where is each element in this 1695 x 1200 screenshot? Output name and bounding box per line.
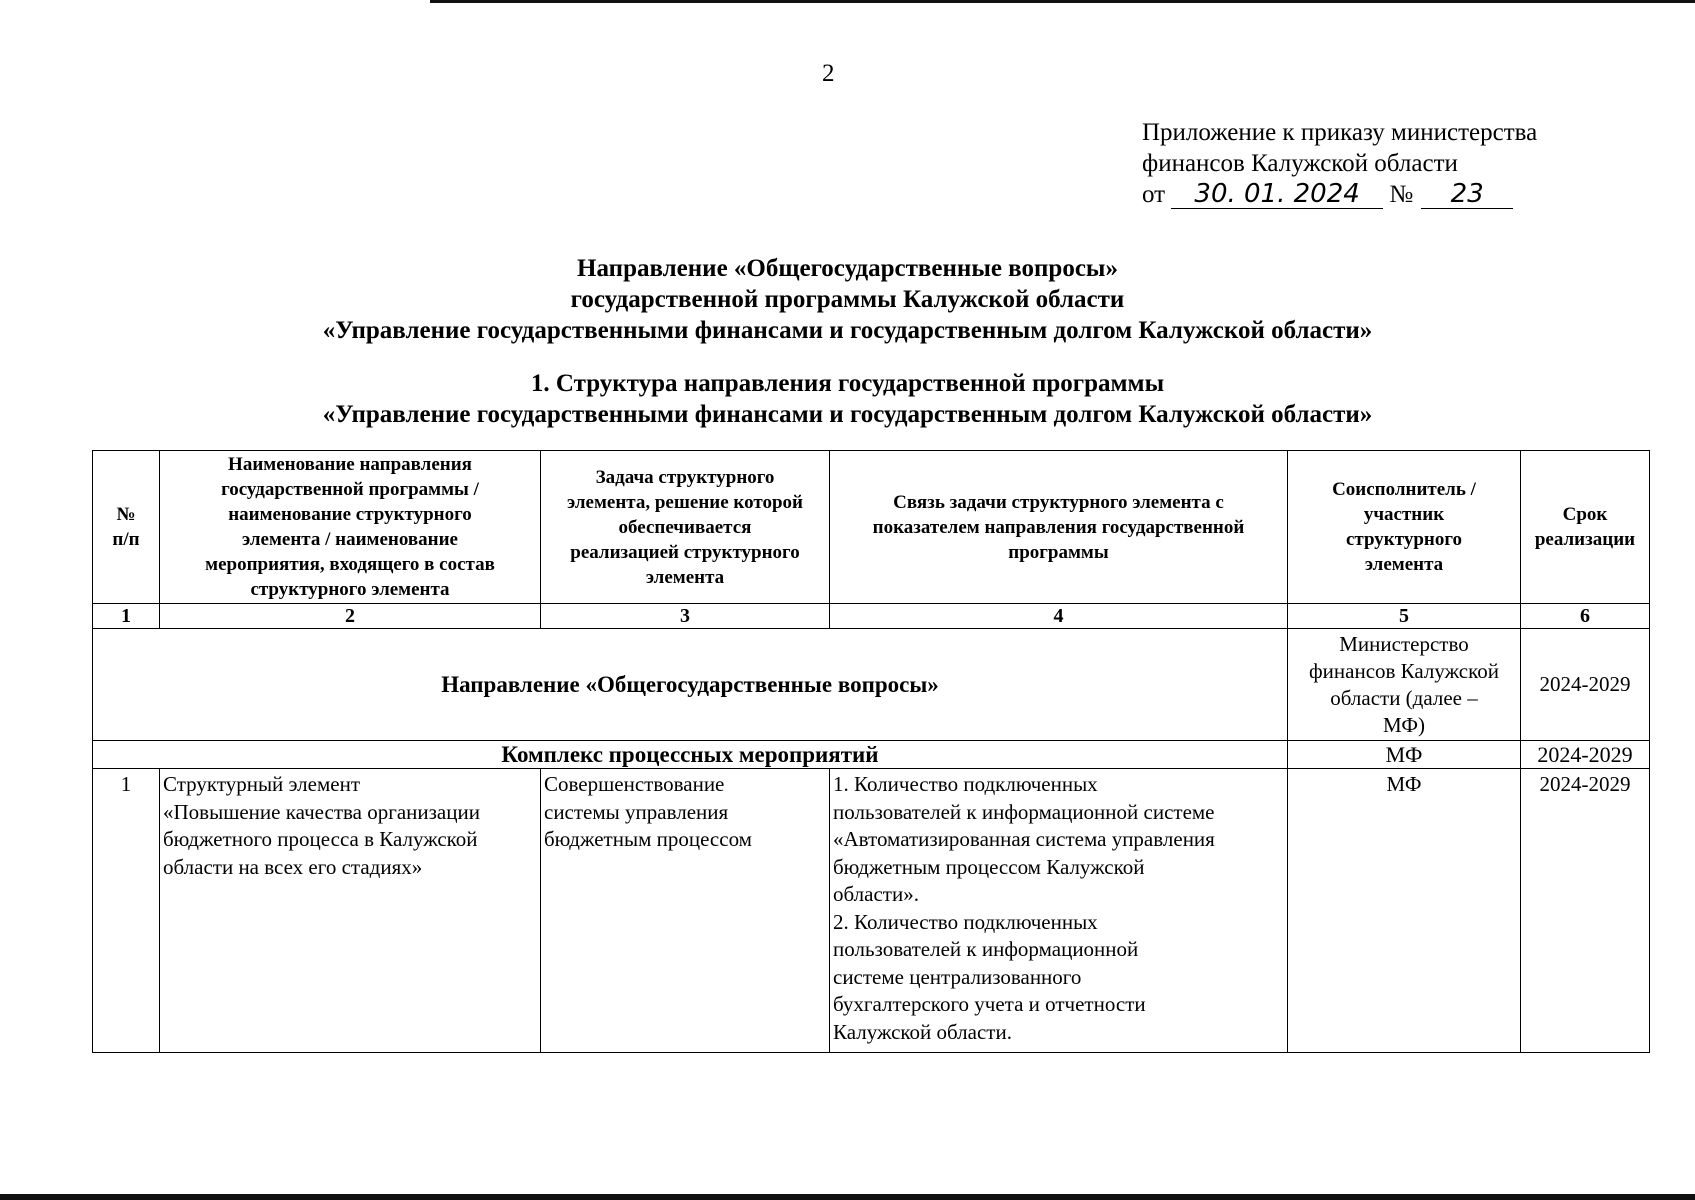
row-number: 1 [93,769,160,1053]
column-number: 6 [1521,604,1650,629]
column-number: 2 [160,604,541,629]
annex-block [1142,117,1537,210]
header-col-1: № п/п [93,451,160,604]
scan-edge-top [430,0,1695,3]
direction-name: Направление «Общегосударственные вопросы» [93,629,1288,741]
column-number-row [93,604,1650,629]
direction-row [93,629,1650,741]
table-header-row [93,451,1650,604]
document-title [0,253,1695,346]
column-number: 3 [541,604,830,629]
annex-number-label: № [1389,181,1414,208]
direction-executor: Министерство финансов Калужской области (далее – МФ) [1288,629,1521,741]
table-row [93,769,1650,1053]
row-element: Структурный элемент «Повышение качества организации бюджетного процесса в Калужской области на всех его стадиях» [160,769,541,1053]
header-col-6: Срок реализации [1521,451,1650,604]
annex-date-handwritten: 30. 01. 2024 [1171,180,1383,209]
direction-period: 2024-2029 [1521,629,1650,741]
row-indicator-link: 1. Количество подключенных пользователей к информационной системе «Автоматизированная система управления бюджетным процессом Калужской области». 2. Количество подключенных пользователей к информационной системе централизованного бухгалтерского учета и отчетности Калужской области. [830,769,1288,1053]
header-col-4: Связь задачи структурного элемента с показателем направления государственной программы [830,451,1288,604]
complex-name: Комплекс процессных мероприятий [93,741,1288,769]
title-line-3: «Управление государственными финансами и государственным долгом Калужской области» [322,317,1373,344]
row-executor: МФ [1288,769,1521,1053]
row-period: 2024-2029 [1521,769,1650,1053]
complex-executor: МФ [1288,741,1521,769]
section-line-1: 1. Структура направления государственной программы [530,370,1165,397]
section-title [0,368,1695,430]
column-number: 5 [1288,604,1521,629]
page-number: 2 [822,60,835,87]
annex-line-1: Приложение к приказу министерства [1142,119,1538,146]
header-col-5: Соисполнитель / участник структурного элемента [1288,451,1521,604]
annex-from-label: от [1142,181,1166,208]
scan-edge-bottom [0,1194,1695,1200]
annex-line-2: финансов Калужской области [1142,150,1458,177]
structure-table [92,450,1650,1053]
column-number: 4 [830,604,1288,629]
row-task: Совершенствование системы управления бюджетным процессом [541,769,830,1053]
header-col-3: Задача структурного элемента, решение которой обеспечивается реализацией структурного элемента [541,451,830,604]
annex-number-handwritten: 23 [1421,180,1513,209]
column-number: 1 [93,604,160,629]
complex-period: 2024-2029 [1521,741,1650,769]
header-col-2: Наименование направления государственной программы / наименование структурного элемента / наименование мероприятия, входящего в состав структурного элемента [160,451,541,604]
title-line-1: Направление «Общегосударственные вопросы» [577,255,1118,282]
complex-row [93,741,1650,769]
section-line-2: «Управление государственными финансами и государственным долгом Калужской области» [322,401,1373,428]
annex-date-row [1142,179,1537,210]
title-line-2: государственной программы Калужской области [570,286,1125,313]
